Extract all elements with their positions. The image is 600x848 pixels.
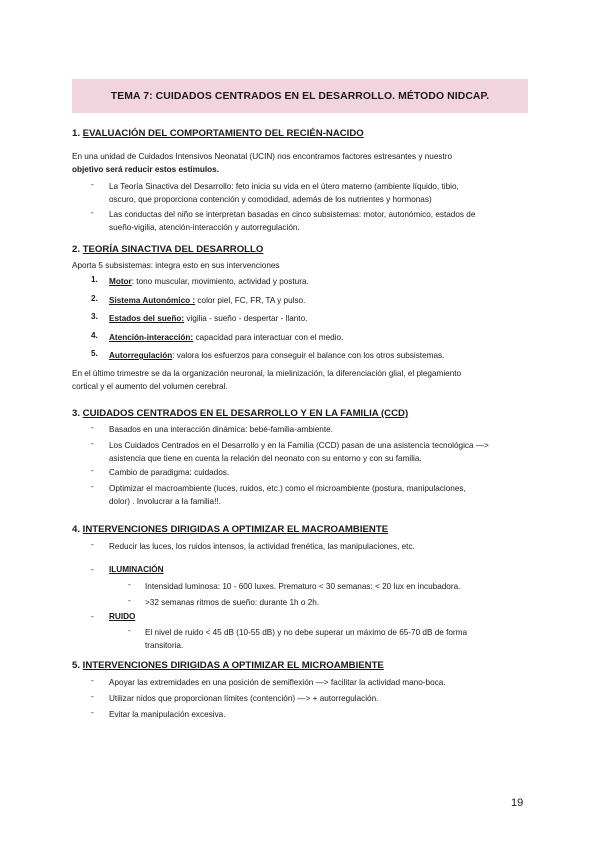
list-item <box>109 331 343 344</box>
list-item-line: dolor) . Involucrar a la familia!!. <box>109 497 221 506</box>
list-item <box>145 626 528 652</box>
list-item-line: Cambio de paradigma: cuidados. <box>109 468 230 477</box>
list-item <box>109 466 528 479</box>
section-2-intro: Aporta 5 subsistemas: integra esto en sus intervenciones <box>72 261 280 270</box>
section-title: INTERVENCIONES DIRIGIDAS A OPTIMIZAR EL MACROAMBIENTE <box>82 524 389 535</box>
section-1-intro-line2: objetivo será reducir estos estímulos. <box>72 165 219 174</box>
section-3-heading <box>72 408 408 419</box>
list-number: 4. <box>91 331 98 340</box>
definition: capacidad para interactuar con el medio. <box>193 333 344 342</box>
subheading-ruido: RUIDO <box>109 612 136 621</box>
section-number: 5. <box>72 660 83 671</box>
list-number: 3. <box>91 312 98 321</box>
section-1-heading <box>72 128 364 139</box>
bullet-dash: - <box>128 596 131 605</box>
list-item: Apoyar las extremidades en una posición de semiflexión —> facilitar la actividad mano-boca. <box>109 678 446 687</box>
definition: : tono muscular, movimiento, actividad y postura. <box>131 277 309 286</box>
list-item <box>109 439 528 465</box>
list-item <box>109 423 528 436</box>
section-title: INTERVENCIONES DIRIGIDAS A OPTIMIZAR EL MICROAMBIENTE <box>82 660 384 671</box>
list-item: Reducir las luces, los ruidos intensos, la actividad frenética, las manipulaciones, etc. <box>109 542 415 551</box>
section-5-heading <box>72 660 384 671</box>
term: Sistema Autonómico : <box>109 296 196 305</box>
term: Atención-interacción: <box>109 333 194 342</box>
bullet-dash: - <box>91 692 94 701</box>
bullet-dash: - <box>91 208 94 217</box>
term: Estados del sueño: <box>109 314 185 323</box>
section-title: TEORÍA SINACTIVA DEL DESARROLLO <box>82 244 264 255</box>
list-item <box>109 294 305 307</box>
list-item: >32 semanas ritmos de sueño: durante 1h o 2h. <box>145 598 320 607</box>
section-4-heading <box>72 524 388 535</box>
list-item <box>109 482 528 508</box>
list-number: 5. <box>91 349 98 358</box>
section-2-outro-line1: En el último trimestre se da la organización neuronal, la mielinización, la diferenciación glial, el plegamiento <box>72 369 462 378</box>
list-item-line: oscuro, que proporciona contención y comodidad, además de los nutrientes y hormonas) <box>109 195 432 204</box>
list-item-line: Optimizar el macroambiente (luces, ruidos, etc.) como el microambiente (postura, manipulaciones, <box>109 484 466 493</box>
section-number: 3. <box>72 408 83 419</box>
bullet-dash: - <box>91 180 94 189</box>
list-item <box>109 180 528 206</box>
list-item <box>109 349 444 362</box>
list-item-line: asistencia que tiene en cuenta la relación del neonato con su entorno y con su familia. <box>109 454 422 463</box>
section-1-intro-line1: En una unidad de Cuidados Intensivos Neonatal (UCIN) nos encontramos factores estresantes y nuestro <box>72 152 453 161</box>
bullet-dash: - <box>128 626 131 635</box>
list-item <box>109 275 309 288</box>
title-banner <box>72 79 528 113</box>
bullet-dash: - <box>91 482 94 491</box>
list-item-line: La Teoría Sinactiva del Desarrollo: feto inicia su vida en el útero materno (ambiente líquido, tibio, <box>109 182 459 191</box>
list-item-line: Las conductas del niño se interpretan basadas en cinco subsistemas: motor, autonómico, estados de <box>109 210 476 219</box>
bullet-dash: - <box>91 439 94 448</box>
section-title: EVALUACIÓN DEL COMPORTAMIENTO DEL RECIÉN-NACIDO <box>82 128 364 139</box>
list-item-line: transitoria. <box>145 641 184 650</box>
list-item <box>109 312 307 325</box>
list-number: 2. <box>91 294 98 303</box>
bullet-dash: - <box>91 423 94 432</box>
bullet-dash: - <box>91 540 94 549</box>
section-number: 4. <box>72 524 83 535</box>
section-title: CUIDADOS CENTRADOS EN EL DESARROLLO Y EN LA FAMILIA (CCD) <box>82 408 409 419</box>
bullet-dash: - <box>91 466 94 475</box>
section-number: 1. <box>72 128 83 139</box>
list-item-line: El nivel de ruido < 45 dB (10-55 dB) y no debe superar un máximo de 65-70 dB de forma <box>145 628 468 637</box>
list-item-line: sueño-vigilia, atención-interacción y autorregulación. <box>109 223 300 232</box>
list-item-line: Basados en una interacción dinámica: bebé-familia-ambiente. <box>109 425 333 434</box>
bullet-dash: - <box>91 612 94 621</box>
page-title: TEMA 7: CUIDADOS CENTRADOS EN EL DESARROLLO. MÉTODO NIDCAP. <box>110 90 490 102</box>
list-number: 1. <box>91 275 98 284</box>
list-item-line: Los Cuidados Centrados en el Desarrollo y en la Familia (CCD) pasan de una asistencia tecnológica —> <box>109 441 489 450</box>
list-item: Utilizar nidos que proporcionan límites (contención) —> + autorregulación. <box>109 694 379 703</box>
definition: color piel, FC, FR, TA y pulso. <box>195 296 306 305</box>
bullet-dash: - <box>91 676 94 685</box>
bullet-dash: - <box>91 708 94 717</box>
section-2-outro-line2: cortical y el aumento del volumen cerebral. <box>72 382 228 391</box>
section-number: 2. <box>72 244 83 255</box>
definition: vigilia - sueño - despertar - llanto. <box>184 314 308 323</box>
section-2-heading <box>72 244 263 255</box>
list-item: Intensidad luminosa: 10 - 600 luxes. Prematuro < 30 semanas: < 20 lux en incubadora. <box>145 582 461 591</box>
term: Motor <box>109 277 132 286</box>
bullet-dash: - <box>91 565 94 574</box>
definition: : valora los esfuerzos para conseguir el balance con los otros subsistemas. <box>172 351 445 360</box>
term: Autorregulación <box>109 351 173 360</box>
list-item: Evitar la manipulación excesiva. <box>109 710 226 719</box>
page-number: 19 <box>511 797 524 809</box>
bullet-dash: - <box>128 580 131 589</box>
subheading-iluminacion: ILUMINACIÓN <box>109 565 164 574</box>
list-item <box>109 208 528 234</box>
